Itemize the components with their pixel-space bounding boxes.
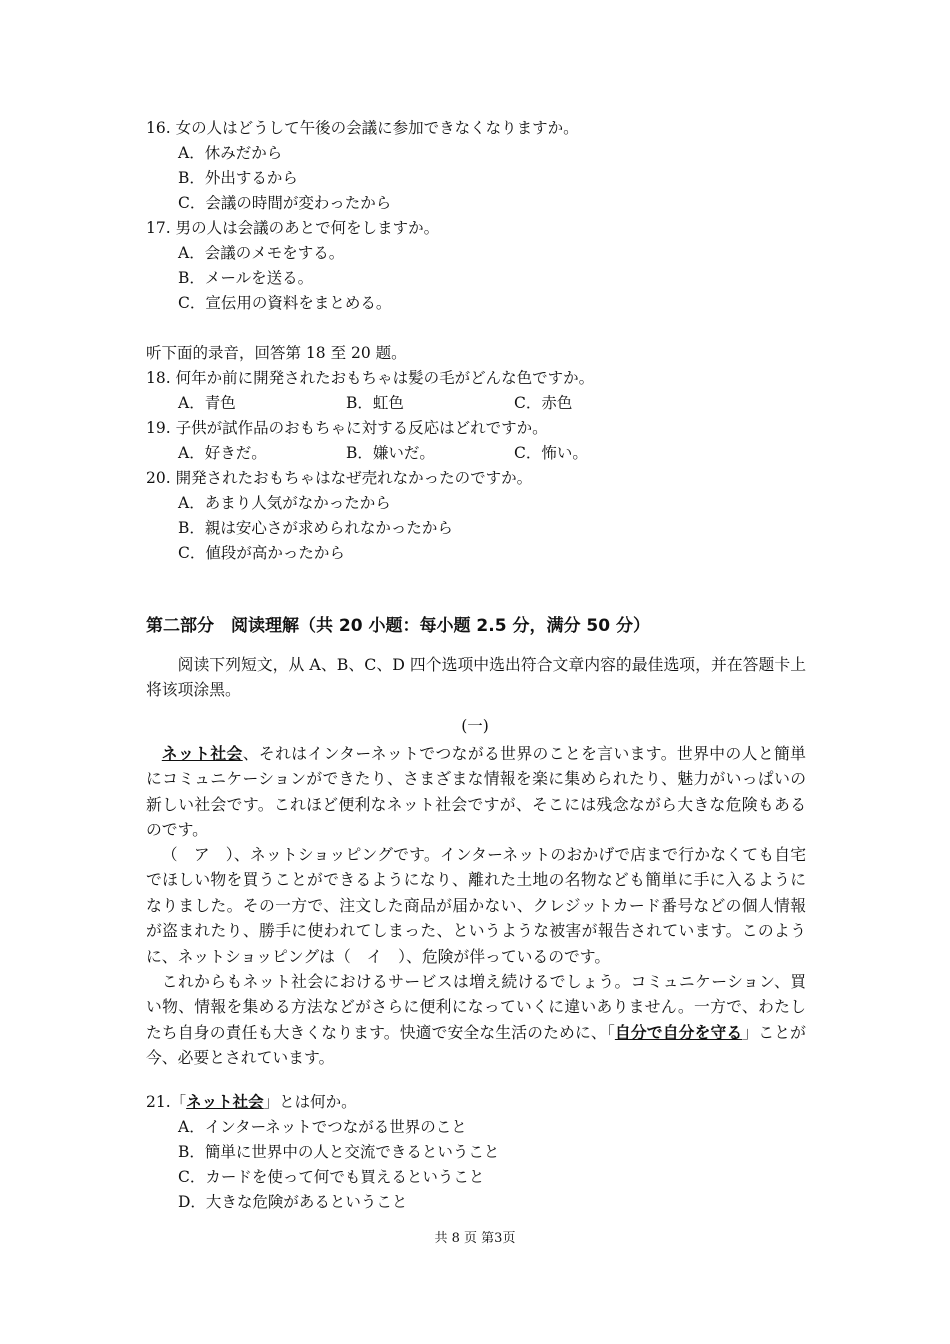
- option-20c: C．値段が高かったから: [178, 544, 345, 562]
- listening-instruction: 听下面的录音，回答第 18 至 20 题。: [146, 344, 407, 362]
- question-21-prefix: 21.「: [146, 1093, 187, 1111]
- page-footer: 共 8 页 第3页: [434, 1231, 516, 1246]
- question-19: 19. 子供が試作品のおもちゃに対する反応はどれですか。: [146, 419, 548, 437]
- question-16: 16. 女の人はどうして午後の会議に参加できなくなりますか。: [146, 119, 579, 137]
- question-18: 18. 何年か前に開発されたおもちゃは髪の毛がどんな色ですか。: [146, 369, 595, 387]
- option-18a: A．青色: [178, 394, 236, 412]
- paragraph-2-text-a: 、ネットショッピングです。インターネットのおかげで店まで行かなくても自宅でほしい物を買うことができるようになり、離れた土地の名物なども簡単に手に入るようになりました。その一方で、注文した商品が届かない、クレジットカード番号などの個人情報が盗まれたり、勝手に使われてしまった、というような被害が報告されています。このように、ネットショッピングは: [146, 845, 806, 966]
- option-16b: B．外出するから: [178, 169, 298, 187]
- underlined-term-self-protect: 自分で自分を守る: [614, 1022, 743, 1042]
- option-18b: B．虹色: [346, 394, 404, 412]
- option-19c: C．怖い。: [514, 444, 588, 462]
- option-21a: A．インターネットでつながる世界のこと: [178, 1118, 467, 1136]
- option-21d: D．大きな危険があるということ: [178, 1193, 408, 1211]
- option-16a: A．休みだから: [178, 144, 283, 162]
- reading-instruction: 阅读下列短文，从 A、B、C、D 四个选项中选出符合文章内容的最佳选项，并在答题卡上将该项涂黑。: [146, 655, 806, 700]
- question-21-suffix: 」とは何か。: [263, 1093, 357, 1111]
- question-20: 20. 開発されたおもちゃはなぜ売れなかったのですか。: [146, 469, 533, 487]
- option-18c: C．赤色: [514, 394, 573, 412]
- paragraph-2-text-b: 、危険が伴っているのです。: [406, 946, 611, 966]
- option-20a: A．あまり人気がなかったから: [178, 494, 391, 512]
- paragraph-3-text-b: 」ことが今、必要とされています。: [146, 1022, 806, 1068]
- passage-paragraph-1: [146, 741, 806, 843]
- question-21: [146, 1092, 357, 1112]
- option-19a: A．好きだ。: [178, 444, 267, 462]
- option-17c: C．宣伝用の資料をまとめる。: [178, 294, 392, 312]
- paragraph-1-text: 、それはインターネットでつながる世界のことを言います。世界中の人と簡単にコミュニケーションができたり、さまざまな情報を楽に集められたり、魅力がいっぱいの新しい社会です。これほど便利なネット社会ですが、そこには残念ながら大きな危険もあるのです。: [146, 744, 806, 840]
- option-17b: B．メールを送る。: [178, 269, 314, 287]
- blank-i: （ イ ）: [334, 946, 407, 966]
- paragraph-3-text-a: これからもネット社会におけるサービスは増え続けるでしょう。コミュニケーション、買い物、情報を集める方法などがさらに便利になっていくに違いありません。一方で、わたしたち自身の責任も大きくなります。快適で安全な生活のために、「: [146, 972, 806, 1042]
- question-17: 17. 男の人は会議のあとで何をしますか。: [146, 219, 440, 237]
- option-19b: B．嫌いだ。: [346, 444, 435, 462]
- passage-paragraph-2: [146, 842, 806, 969]
- option-21b: B．簡単に世界中の人と交流できるということ: [178, 1143, 500, 1161]
- question-21-term: ネット社会: [186, 1092, 264, 1111]
- blank-a: （ ア ）: [161, 845, 234, 864]
- passage-paragraph-3: [146, 969, 806, 1071]
- section-heading: 第二部分 阅读理解（共 20 小题：每小题 2.5 分，满分 50 分）: [146, 616, 650, 636]
- underlined-term-net-society: ネット社会: [161, 744, 243, 763]
- option-21c: C．カードを使って何でも買えるということ: [178, 1168, 485, 1186]
- option-17a: A．会議のメモをする。: [178, 244, 345, 262]
- option-20b: B．親は安心さが求められなかったから: [178, 519, 453, 537]
- passage-number: (一): [461, 717, 489, 735]
- option-16c: C．会議の時間が変わったから: [178, 194, 392, 212]
